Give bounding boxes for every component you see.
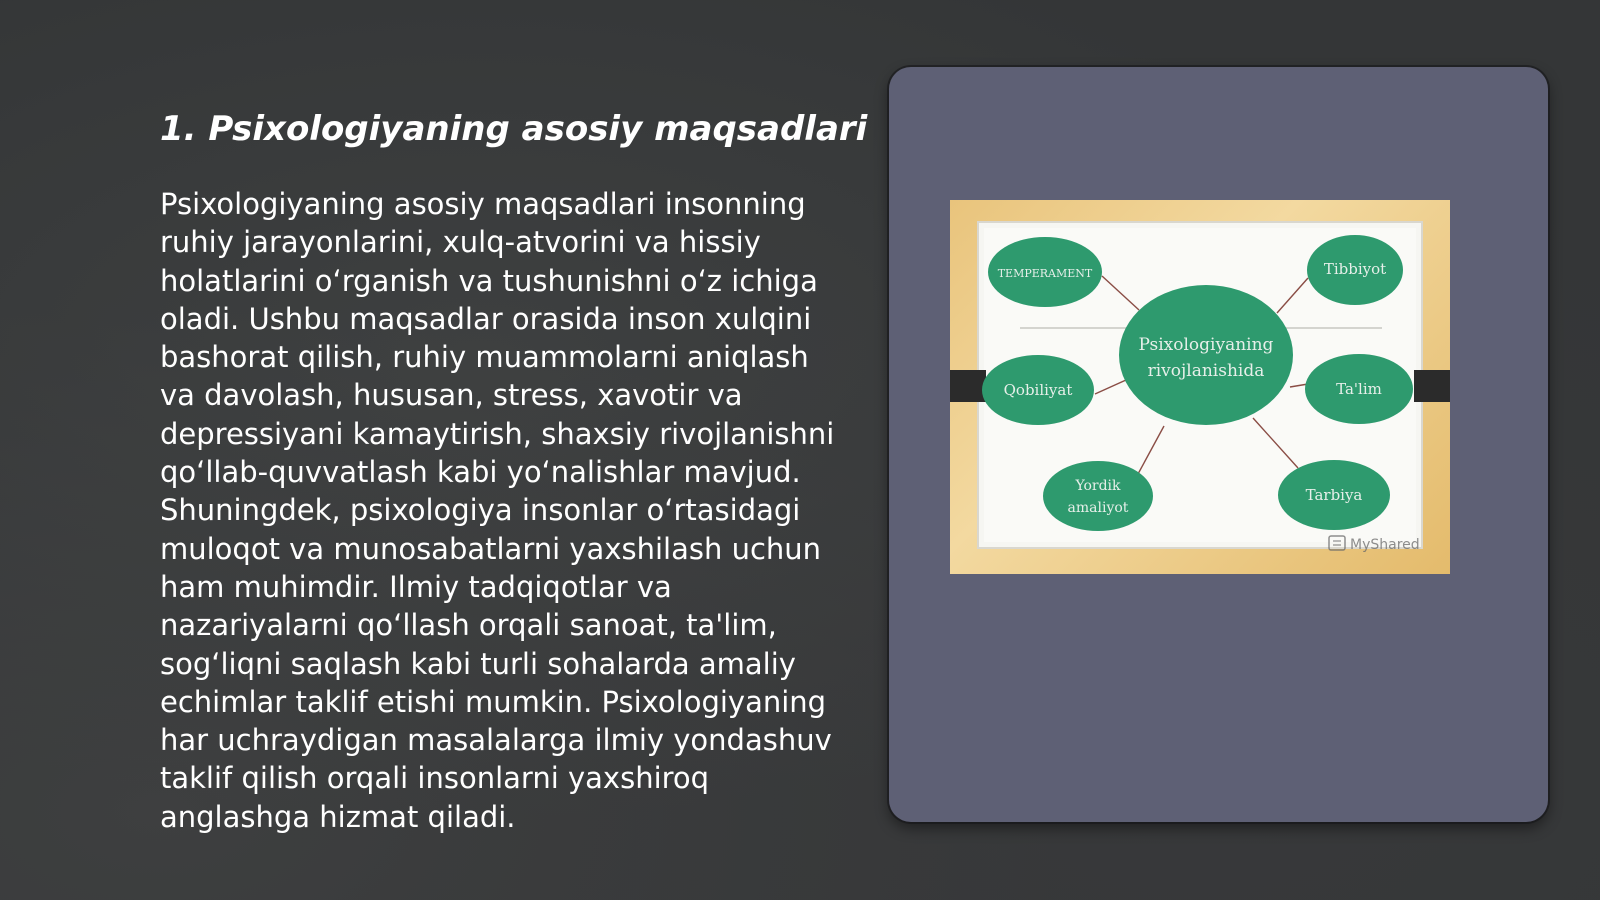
node-talim-label: Ta'lim bbox=[1336, 380, 1382, 398]
slide-body-text: Psixologiyaning asosiy maqsadlari insonning ruhiy jarayonlarini, xulq-atvorini va hissiy holatlarini oʻrganish va tushunishni oʻz ichiga oladi. Ushbu maqsadlar orasida inson xulqini bashorat qilish, ruhiy muammolarni aniqlash va davolash, hususan, stress, xavotir va depressiyani kamaytirish, shaxsiy rivojlanishni qoʻllab-quvvatlash kabi yoʻnalishlar mavjud. Shuningdek, psixologiya insonlar oʻrtasidagi muloqot va munosabatlarni yaxshilash uchun ham muhimdir. Ilmiy tadqiqotlar va nazariyalarni qoʻllash orqali sanoat, ta'lim, sogʻliqni saqlash kabi turli sohalarda amaliy echimlar taklif etishi mumkin. Psixologiyaning har uchraydigan masalalarga ilmiy yondashuv taklif qilish orqali insonlarni yaxshiroq anglashga hizmat qiladi. bbox=[160, 187, 835, 834]
node-tarbiya-label: Tarbiya bbox=[1305, 486, 1363, 504]
diagram-image bbox=[950, 200, 1450, 574]
center-node-label-1: Psixologiyaning bbox=[1138, 335, 1274, 355]
node-qobiliyat-label: Qobiliyat bbox=[1003, 381, 1073, 399]
psychology-mindmap bbox=[950, 200, 1450, 574]
node-yordik bbox=[1043, 461, 1153, 531]
node-yordik-label-2: amaliyot bbox=[1067, 500, 1129, 516]
center-node bbox=[1119, 285, 1293, 425]
node-tibbiyot-label: Tibbiyot bbox=[1323, 260, 1387, 278]
image-panel bbox=[889, 67, 1548, 822]
watermark-text: MyShared bbox=[1350, 537, 1420, 553]
node-temperament-label: TEMPERAMENT bbox=[997, 267, 1093, 280]
node-yordik-label-1: Yordik bbox=[1075, 478, 1121, 494]
center-node-label-2: rivojlanishida bbox=[1147, 361, 1265, 381]
right-tab bbox=[1414, 370, 1450, 402]
slide-title: 1. Psixologiyaning asosiy maqsadlari bbox=[160, 109, 868, 149]
left-tab bbox=[950, 370, 986, 402]
